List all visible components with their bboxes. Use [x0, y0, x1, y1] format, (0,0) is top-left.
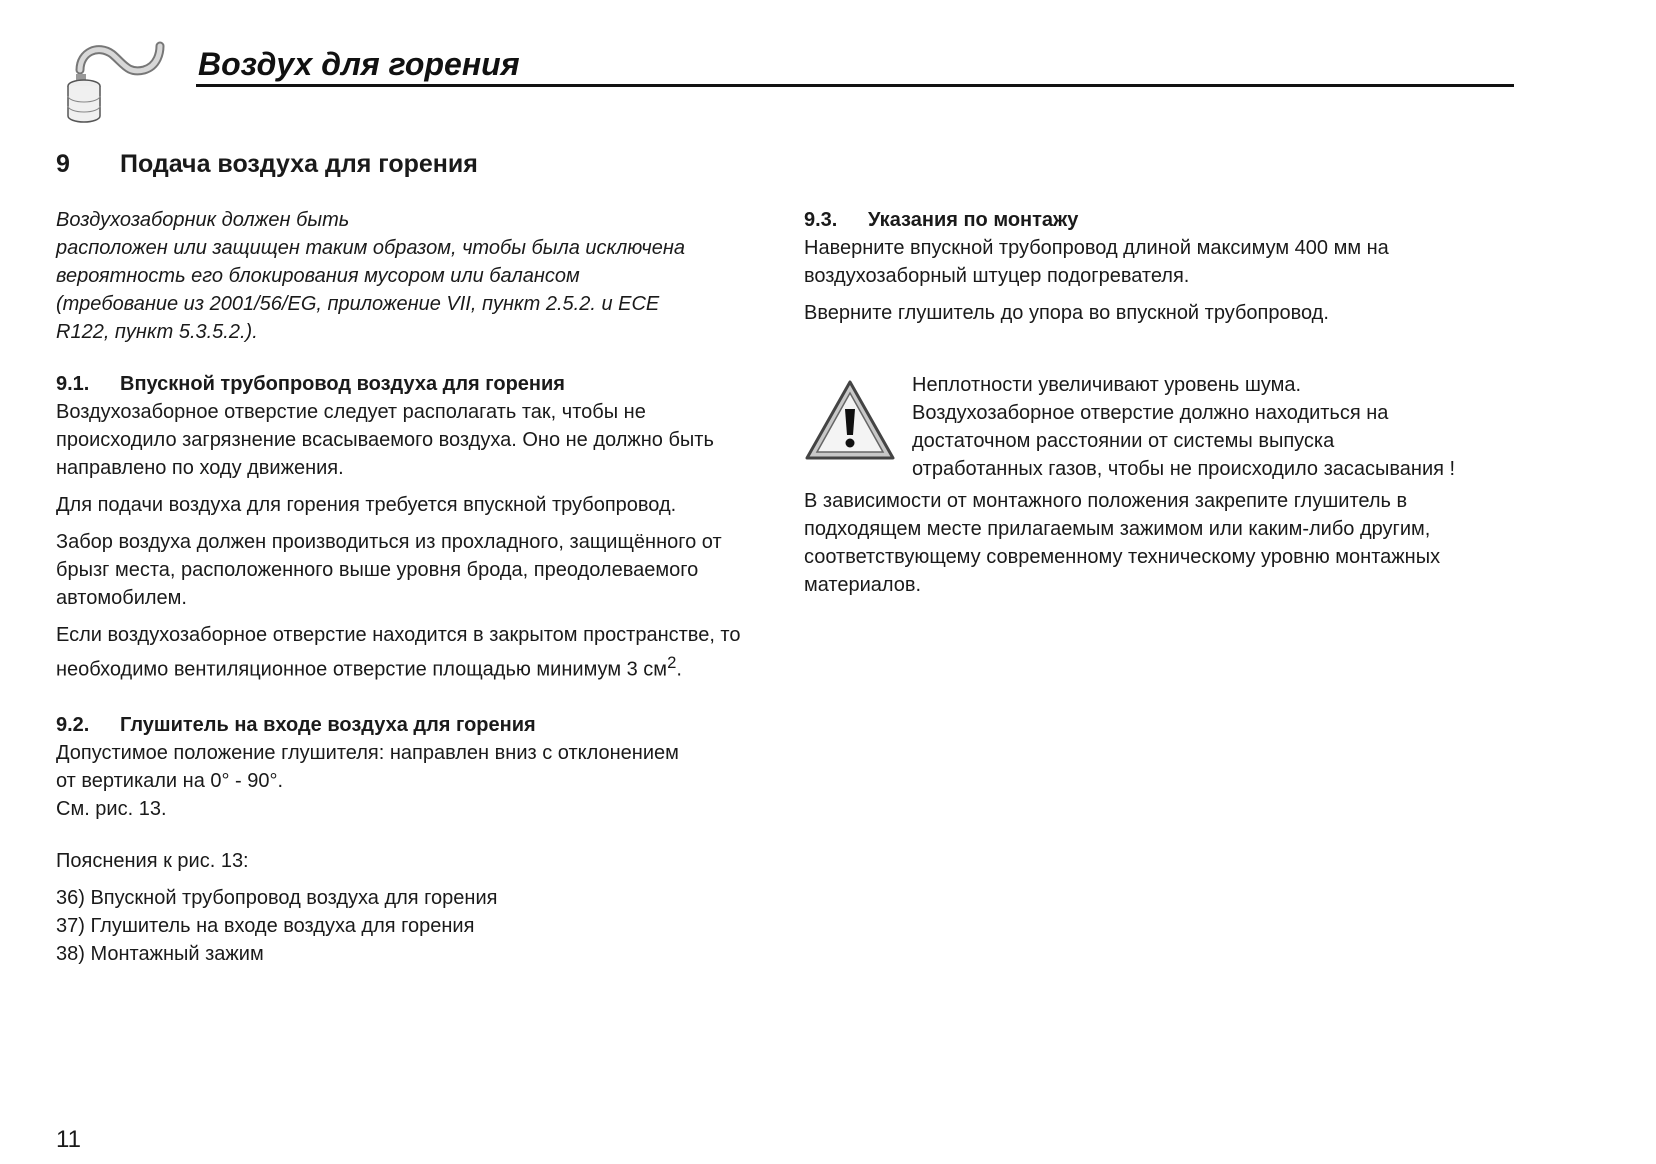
paragraph-end: .: [676, 658, 682, 681]
superscript: 2: [667, 653, 677, 672]
section-9-3-heading: [804, 206, 1524, 234]
warning-box: [804, 371, 1524, 487]
section-number: 9.1.: [56, 373, 90, 395]
paragraph: В зависимости от монтажного положения закрепите глушитель в подходящем месте прилагаемым зажимом или каким-либо другим, соответствующему современному техническому уровню монтажных материалов.: [804, 490, 1441, 596]
legend-list: [56, 884, 766, 968]
hose-pipe-icon: [62, 40, 172, 126]
chapter-heading: [56, 150, 478, 179]
intro-line: R122, пункт 5.3.5.2.).: [56, 321, 258, 343]
list-item: 37) Глушитель на входе воздуха для горения: [56, 914, 475, 937]
right-column: [804, 206, 1524, 608]
text-line: от вертикали на 0° - 90°.: [56, 769, 284, 792]
warning-triangle-icon: [804, 379, 896, 461]
section-title: Указания по монтажу: [868, 209, 1079, 231]
paragraph: Для подачи воздуха для горения требуется впускной трубопровод.: [56, 494, 677, 516]
intro-note: [56, 206, 766, 346]
page-number: 11: [56, 1126, 81, 1153]
paragraph: [56, 621, 766, 684]
section-number: 9.3.: [804, 209, 838, 231]
warning-text: [912, 371, 1532, 483]
warning-line: Воздухозаборное отверстие должно находиться на: [912, 402, 1389, 424]
section-title: Впускной трубопровод воздуха для горения: [120, 373, 565, 395]
text-line: См. рис. 13.: [56, 797, 167, 820]
paragraph: Наверните впускной трубопровод длиной максимум 400 мм на воздухозаборный штуцер подогревателя.: [804, 237, 1389, 287]
section-9-2-heading: [56, 711, 766, 739]
left-column: [56, 206, 766, 968]
section-title: Глушитель на входе воздуха для горения: [120, 713, 536, 736]
section-number: 9.2.: [56, 713, 90, 736]
paragraph: Воздухозаборное отверстие следует располагать так, чтобы не происходило загрязнение всасываемого воздуха. Оно не должно быть направлено по ходу движения.: [56, 401, 714, 479]
chapter-title: Подача воздуха для горения: [120, 150, 478, 178]
paragraph: Забор воздуха должен производиться из прохладного, защищённого от брызг места, расположенного выше уровня брода, преодолеваемого автомобилем.: [56, 531, 722, 609]
intro-line: вероятность его блокирования мусором или балансом: [56, 265, 580, 287]
legend-title: Пояснения к рис. 13:: [56, 849, 249, 872]
list-item: 38) Монтажный зажим: [56, 942, 264, 965]
paragraph-text: Если воздухозаборное отверстие находится в закрытом пространстве, то необходимо вентиляционное отверстие площадью минимум 3 см: [56, 624, 741, 681]
list-item: 36) Впускной трубопровод воздуха для горения: [56, 886, 498, 909]
intro-line: (требование из 2001/56/EG, приложение VII, пункт 2.5.2. и ECE: [56, 293, 660, 315]
text-line: Допустимое положение глушителя: направлен вниз с отклонением: [56, 741, 679, 764]
intro-line: расположен или защищен таким образом, чтобы была исключена: [56, 237, 686, 259]
header-rule: [196, 84, 1514, 87]
section-9-1-heading: [56, 370, 766, 398]
paragraph: Вверните глушитель до упора во впускной трубопровод.: [804, 302, 1329, 324]
warning-line: Неплотности увеличивают уровень шума.: [912, 374, 1302, 396]
chapter-number: 9: [56, 150, 70, 178]
header-title: Воздух для горения: [198, 46, 520, 82]
warning-line: достаточном расстоянии от системы выпуска: [912, 430, 1335, 452]
warning-line: отработанных газов, чтобы не происходило засасывания !: [912, 458, 1456, 480]
intro-line: Воздухозаборник должен быть: [56, 209, 350, 231]
